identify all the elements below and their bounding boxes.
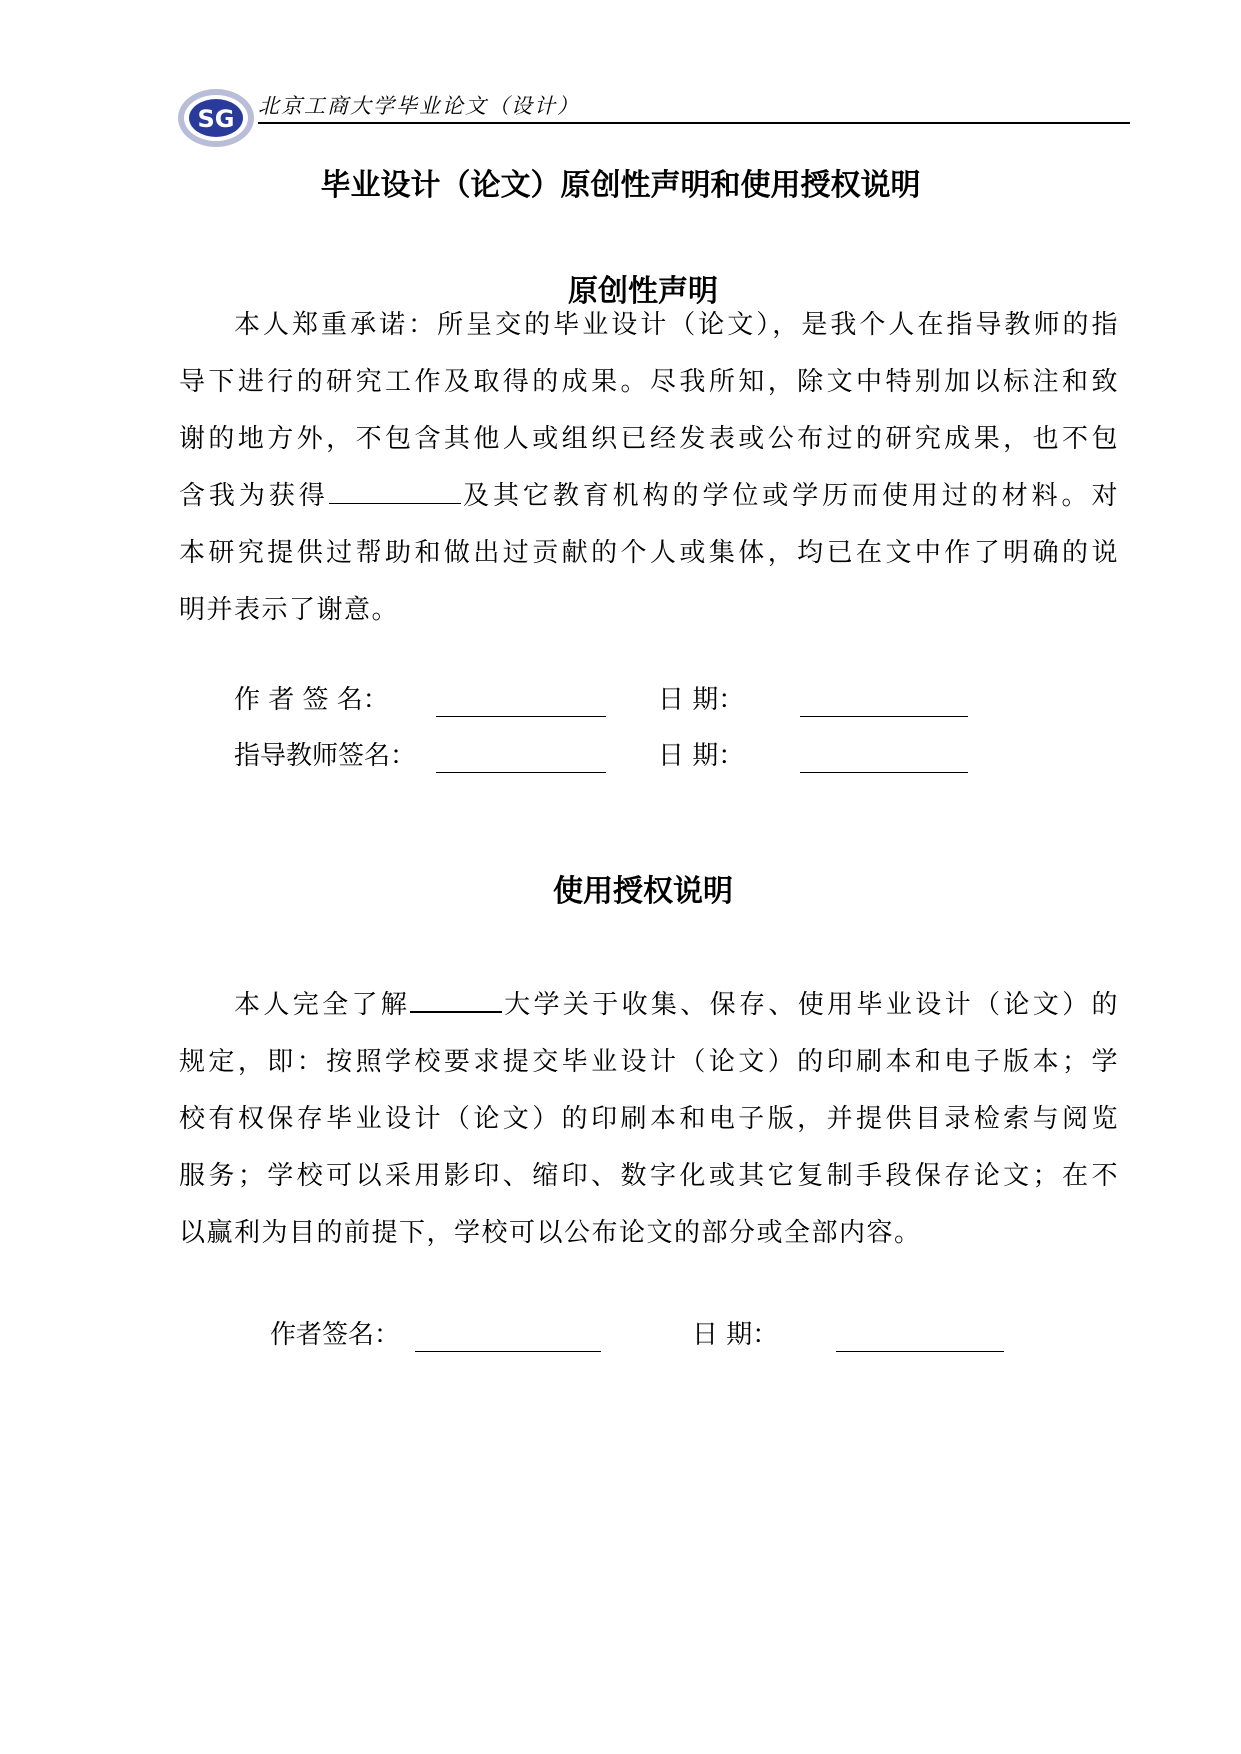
page-header — [172, 80, 1130, 140]
university-blank-field[interactable] — [410, 977, 502, 1013]
author-date-field[interactable] — [800, 716, 968, 717]
statement-text: 及其它教育机构的学位或学历而使用过的材料。对 — [460, 481, 1119, 511]
advisor-date-field[interactable] — [800, 772, 968, 773]
statement-line: 校有权保存毕业设计（论文）的印刷本和电子版，并提供目录检索与阅览 — [179, 1104, 1119, 1134]
authorization-signature-row — [270, 1315, 1070, 1355]
date-label: 日 期： — [658, 685, 745, 715]
logo-lettering: SG — [197, 105, 235, 133]
date-label: 日 期： — [692, 1320, 779, 1350]
authorization-heading: 使用授权说明 — [553, 874, 733, 909]
statement-text: 含我为获得 — [179, 481, 329, 511]
statement-text: 本人完全了解 — [234, 990, 411, 1020]
statement-line: 导下进行的研究工作及取得的成果。尽我所知，除文中特别加以标注和致 — [179, 367, 1119, 397]
authorization-signature-field[interactable] — [415, 1351, 601, 1352]
originality-statement — [179, 297, 1119, 639]
statement-line — [179, 977, 1119, 1034]
statement-line — [179, 468, 1119, 525]
document-title: 毕业设计（论文）原创性声明和使用授权说明 — [320, 168, 921, 203]
statement-line: 本研究提供过帮助和做出过贡献的个人或集体，均已在文中作了明确的说 — [179, 538, 1119, 568]
statement-line: 规定，即：按照学校要求提交毕业设计（论文）的印刷本和电子版本；学 — [179, 1047, 1119, 1077]
university-logo-icon — [172, 84, 262, 156]
statement-text: 大学关于收集、保存、使用毕业设计（论文）的 — [502, 990, 1119, 1020]
statement-line: 以赢利为目的前提下，学校可以公布论文的部分或全部内容。 — [179, 1218, 922, 1248]
date-label: 日 期： — [658, 741, 745, 771]
header-title: 北京工商大学毕业论文（设计） — [258, 94, 580, 118]
statement-line: 本人郑重承诺：所呈交的毕业设计（论文），是我个人在指导教师的指 — [234, 310, 1119, 340]
header-divider — [258, 122, 1130, 124]
advisor-signature-label: 指导教师签名： — [234, 741, 417, 771]
originality-heading: 原创性声明 — [568, 274, 718, 309]
author-signature-label: 作 者 签 名： — [234, 685, 389, 715]
degree-blank-field[interactable] — [329, 469, 461, 504]
statement-line: 谢的地方外，不包含其他人或组织已经发表或公布过的研究成果，也不包 — [179, 424, 1119, 454]
authorization-date-field[interactable] — [836, 1351, 1004, 1352]
statement-line: 服务；学校可以采用影印、缩印、数字化或其它复制手段保存论文；在不 — [179, 1161, 1119, 1191]
author-signature-label: 作者签名： — [270, 1320, 401, 1350]
advisor-signature-row — [234, 736, 1034, 776]
author-signature-field[interactable] — [436, 716, 606, 717]
advisor-signature-field[interactable] — [436, 772, 606, 773]
statement-line: 明并表示了谢意。 — [179, 595, 400, 625]
author-signature-row — [234, 680, 1034, 720]
authorization-statement — [179, 977, 1119, 1262]
